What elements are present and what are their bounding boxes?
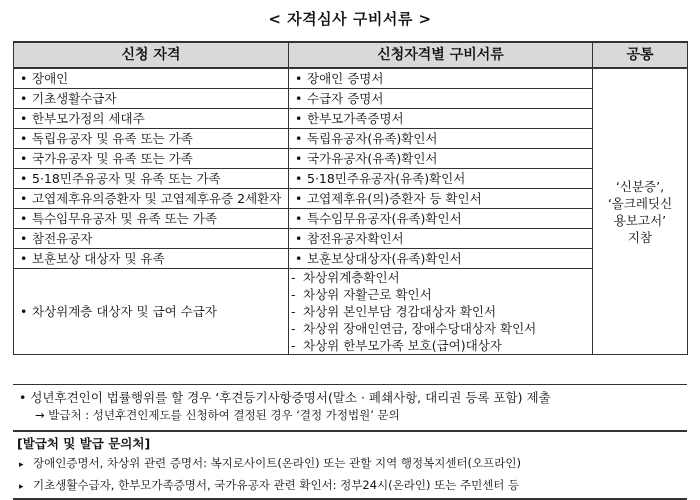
- qualification-cell: • 한부모가정의 세대주: [14, 109, 289, 129]
- sub-document: - 차상위 자활근로 확인서: [291, 287, 432, 302]
- sub-document: - 차상위계층확인서: [291, 270, 400, 285]
- issuer-line: ▸ 기초생활수급자, 한부모가족증명서, 국가유공자 관련 확인서: 정부24시(온라인) 또는 주민센터 등: [19, 478, 520, 492]
- document-cell: • 보훈보상대상자(유족)확인서: [289, 249, 593, 269]
- document-cell: • 고엽제후유(의)증환자 등 확인서: [289, 189, 593, 209]
- document-cell: • 참전유공자확인서: [289, 229, 593, 249]
- common-requirement-cell: ‘신분증’, ‘올크레딧신 용보고서’ 지참: [593, 68, 688, 355]
- triangle-bullet-icon: ▸: [19, 460, 24, 470]
- document-cell: • 5·18민주유공자(유족)확인서: [289, 169, 593, 189]
- issuer-line: ▸ 장애인증명서, 차상위 관련 증명서: 복지로사이트(온라인) 또는 관할 지역 행정복지센터(오프라인): [19, 456, 521, 470]
- qualification-cell: • 특수임무유공자 및 유족 또는 가족: [14, 209, 289, 229]
- table-row: [14, 249, 688, 269]
- qualification-cell: • 참전유공자: [14, 229, 289, 249]
- table-row: [14, 269, 688, 355]
- document-cell: • 장애인 증명서: [289, 68, 593, 89]
- document-cell: • 수급자 증명서: [289, 89, 593, 109]
- qualification-cell: • 국가유공자 및 유족 또는 가족: [14, 149, 289, 169]
- document-title: < 자격심사 구비서류 >: [268, 10, 432, 28]
- qualification-cell: • 독립유공자 및 유족 또는 가족: [14, 129, 289, 149]
- document-cell: • 독립유공자(유족)확인서: [289, 129, 593, 149]
- issuer-info-box: [13, 430, 687, 500]
- note-guardian: • 성년후견인이 법률행위를 할 경우 ‘후견등기사항증명서(말소 · 폐쇄사항, 대리권 등록 포함) 제출: [19, 390, 551, 405]
- table-row: [14, 89, 688, 109]
- triangle-bullet-icon: ▸: [19, 482, 24, 492]
- table-row: [14, 229, 688, 249]
- notes-section: [13, 384, 687, 425]
- document-cell: • 한부모가족증명서: [289, 109, 593, 129]
- table-row: [14, 149, 688, 169]
- table-row: [14, 169, 688, 189]
- document-cell: • 국가유공자(유족)확인서: [289, 149, 593, 169]
- table-row: [14, 129, 688, 149]
- table-row: [14, 189, 688, 209]
- qualification-cell: • 고엽제후유의증환자 및 고엽제후유증 2세환자: [14, 189, 289, 209]
- qualification-cell: • 5·18민주유공자 및 유족 또는 가족: [14, 169, 289, 189]
- table-row: [14, 209, 688, 229]
- table-header-row: [14, 42, 688, 68]
- header-documents: 신청자격별 구비서류: [289, 42, 593, 68]
- note-issuer: → 발급처 : 성년후견인제도를 신청하여 결정된 경우 ‘결정 가정법원’ 문의: [35, 408, 400, 422]
- qualification-cell: • 보훈보상 대상자 및 유족: [14, 249, 289, 269]
- sub-document: - 차상위 본인부담 경감대상자 확인서: [291, 304, 497, 319]
- table-row: [14, 109, 688, 129]
- qualification-cell: • 차상위계층 대상자 및 급여 수급자: [14, 269, 289, 355]
- qualification-cell: • 장애인: [14, 68, 289, 89]
- header-qualification: 신청 자격: [14, 42, 289, 68]
- document-cell: • 특수임무유공자(유족)확인서: [289, 209, 593, 229]
- sub-document: - 차상위 장애인연금, 장애수당대상자 확인서: [291, 321, 537, 336]
- document-cell-list: [289, 269, 593, 355]
- issuer-heading: [발급처 및 발급 문의처]: [17, 436, 151, 451]
- qualification-cell: • 기초생활수급자: [14, 89, 289, 109]
- table-row: [14, 68, 688, 89]
- sub-document: - 차상위 한부모가족 보호(급여)대상자: [291, 338, 502, 353]
- requirements-table: [13, 41, 688, 355]
- header-common: 공통: [593, 42, 688, 68]
